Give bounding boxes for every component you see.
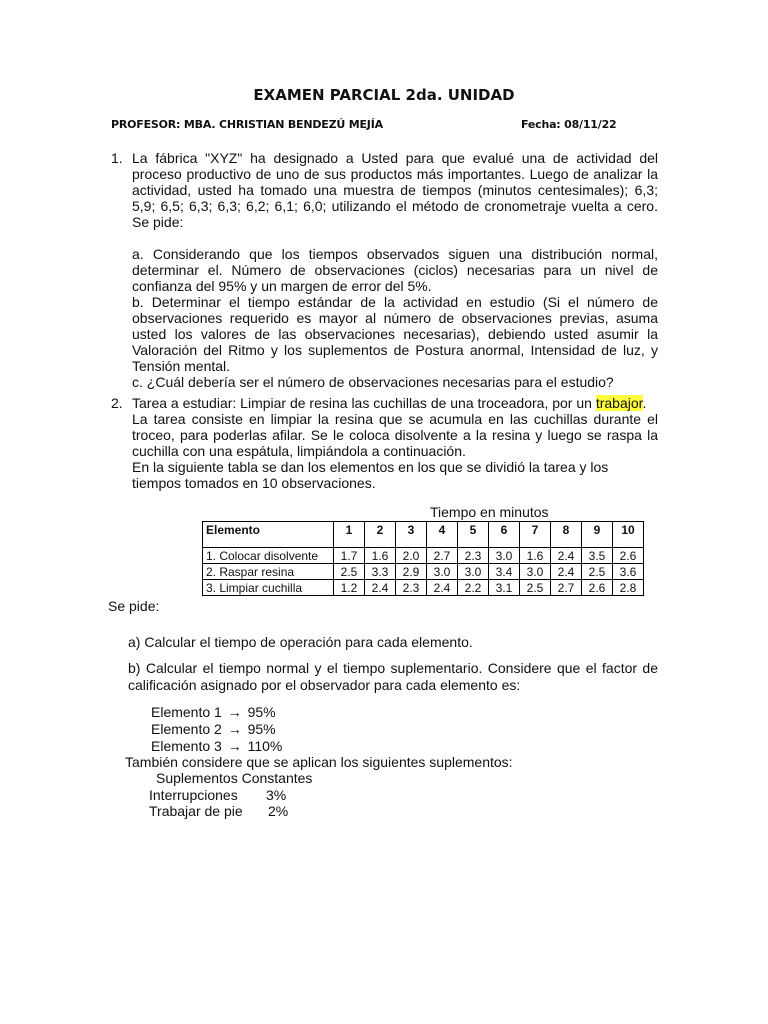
table-cell: 2.3 (458, 548, 489, 564)
rating-label: Elemento 2 (151, 721, 222, 737)
table-cell: 1.7 (334, 548, 365, 564)
table-cell: 2. Raspar resina (203, 564, 334, 580)
table-cell: 3.5 (582, 548, 613, 564)
table-cell: 2.6 (582, 580, 613, 596)
table-header-cell: Elemento (203, 522, 334, 548)
table-cell: 3.0 (489, 548, 520, 564)
table-cell: 1. Colocar disolvente (203, 548, 334, 564)
table-cell: 2.5 (582, 564, 613, 580)
table-header-row (203, 522, 644, 548)
table-row (203, 548, 644, 564)
supplement-label: Trabajar de pie (149, 803, 243, 819)
table-cell: 2.5 (334, 564, 365, 580)
table-row (203, 564, 644, 580)
table-cell: 2.4 (551, 564, 582, 580)
table-cell: 3.0 (427, 564, 458, 580)
times-table (202, 521, 644, 596)
arrow-right-icon: → (227, 738, 242, 754)
question-2-paragraph-2: La tarea consiste en limpiar la resina que se acumula en las cuchillas durante el troceo, para poderlas afilar. Se le coloca disolvente a la resina y luego se raspa la cuchilla con una espátula, limpiándola a continuación. (132, 411, 658, 459)
question-1-intro: La fábrica "XYZ" ha designado a Usted para que evalué una de actividad del proceso productivo de uno de sus productos más importantes. Luego de analizar la actividad, usted ha tomado una muestra de tiempos (minutos centesimales); 6,3; 5,9; 6,5; 6,3; 6,3; 6,2; 6,1; 6,0; utilizando el método de cronometraje vuelta a cero. Se pide: (132, 150, 658, 230)
rating-item (151, 721, 276, 738)
table-cell: 3.0 (458, 564, 489, 580)
question-2-intro-end: . (642, 395, 647, 411)
table-cell: 3.3 (365, 564, 396, 580)
highlighted-word: trabajor (595, 395, 643, 411)
question-2-paragraph-3: En la siguiente tabla se dan los elementos en los que se dividió la tarea y los tiempos tomados en 10 observaciones. (132, 459, 609, 491)
arrow-right-icon: → (227, 704, 242, 720)
table-cell: 2.3 (396, 580, 427, 596)
question-2-body (132, 395, 658, 491)
arrow-right-icon: → (227, 721, 242, 737)
table-header-cell: 3 (396, 522, 427, 548)
professor-line: PROFESOR: MBA. CHRISTIAN BENDEZÚ MEJÍA (111, 118, 383, 131)
table-cell: 3.1 (489, 580, 520, 596)
question-1-part-c: c. ¿Cuál debería ser el número de observaciones necesarias para el estudio? (132, 374, 614, 390)
table-header-cell: 6 (489, 522, 520, 548)
table-cell: 2.6 (613, 548, 644, 564)
table-cell: 3.0 (520, 564, 551, 580)
rating-label: Elemento 1 (151, 704, 222, 720)
table-cell: 2.2 (458, 580, 489, 596)
supplement-label: Interrupciones (149, 787, 238, 803)
table-cell: 1.2 (334, 580, 365, 596)
rating-item (151, 738, 282, 755)
se-pide-label: Se pide: (108, 598, 160, 614)
rating-value: 95% (247, 704, 276, 720)
table-header-cell: 2 (365, 522, 396, 548)
exam-date: Fecha: 08/11/22 (521, 118, 617, 131)
table-header-cell: 4 (427, 522, 458, 548)
table-header-cell: 5 (458, 522, 489, 548)
exam-title: EXAMEN PARCIAL 2da. UNIDAD (253, 86, 515, 104)
table-cell: 2.9 (396, 564, 427, 580)
table-cell: 2.4 (427, 580, 458, 596)
table-cell: 1.6 (520, 548, 551, 564)
question-2-intro (132, 395, 658, 411)
table-cell: 2.8 (613, 580, 644, 596)
supplement-value: 3% (266, 787, 287, 803)
question-1-body (132, 150, 658, 390)
table-cell: 3.6 (613, 564, 644, 580)
question-2-number: 2. (111, 395, 123, 411)
rating-value: 95% (247, 721, 276, 737)
table-cell: 3. Limpiar cuchilla (203, 580, 334, 596)
table-cell: 2.7 (427, 548, 458, 564)
question-2-part-a: a) Calcular el tiempo de operación para cada elemento. (128, 634, 473, 650)
table-cell: 2.7 (551, 580, 582, 596)
table-header-cell: 8 (551, 522, 582, 548)
table-cell: 2.4 (551, 548, 582, 564)
table-header-cell: 9 (582, 522, 613, 548)
question-2-part-b: b) Calcular el tiempo normal y el tiempo suplementario. Considere que el factor de calificación asignado por el observador para cada elemento es: (128, 660, 658, 693)
table-cell: 2.4 (365, 580, 396, 596)
table-cell: 3.4 (489, 564, 520, 580)
table-header-cell: 1 (334, 522, 365, 548)
table-caption: Tiempo en minutos (430, 504, 549, 520)
table-cell: 1.6 (365, 548, 396, 564)
rating-item (151, 704, 276, 721)
supplements-title: Suplementos Constantes (156, 770, 313, 786)
rating-label: Elemento 3 (151, 738, 222, 754)
rating-value: 110% (247, 738, 283, 754)
question-1-part-a: a. Considerando que los tiempos observados siguen una distribución normal, determinar el. Número de observaciones (ciclos) necesarias para un nivel de confianza del 95% y un margen de error del 5%. (132, 246, 658, 294)
question-1-number: 1. (111, 150, 123, 166)
question-2-intro-text: Tarea a estudiar: Limpiar de resina las cuchillas de una troceadora, por un (132, 395, 596, 411)
table-header-cell: 10 (613, 522, 644, 548)
table-cell: 2.0 (396, 548, 427, 564)
supplement-value: 2% (268, 803, 289, 819)
table-cell: 2.5 (520, 580, 551, 596)
table-header-cell: 7 (520, 522, 551, 548)
table-row (203, 580, 644, 596)
question-1-part-b: b. Determinar el tiempo estándar de la actividad en estudio (Si el número de observaciones requerido es mayor al número de observaciones previas, asuma usted los valores de las observaciones necesarias), debiendo usted asumir la Valoración del Ritmo y los suplementos de Postura anormal, Intensidad de luz, y Tensión mental. (132, 294, 658, 374)
supplements-intro: También considere que se aplican los siguientes suplementos: (125, 754, 513, 770)
